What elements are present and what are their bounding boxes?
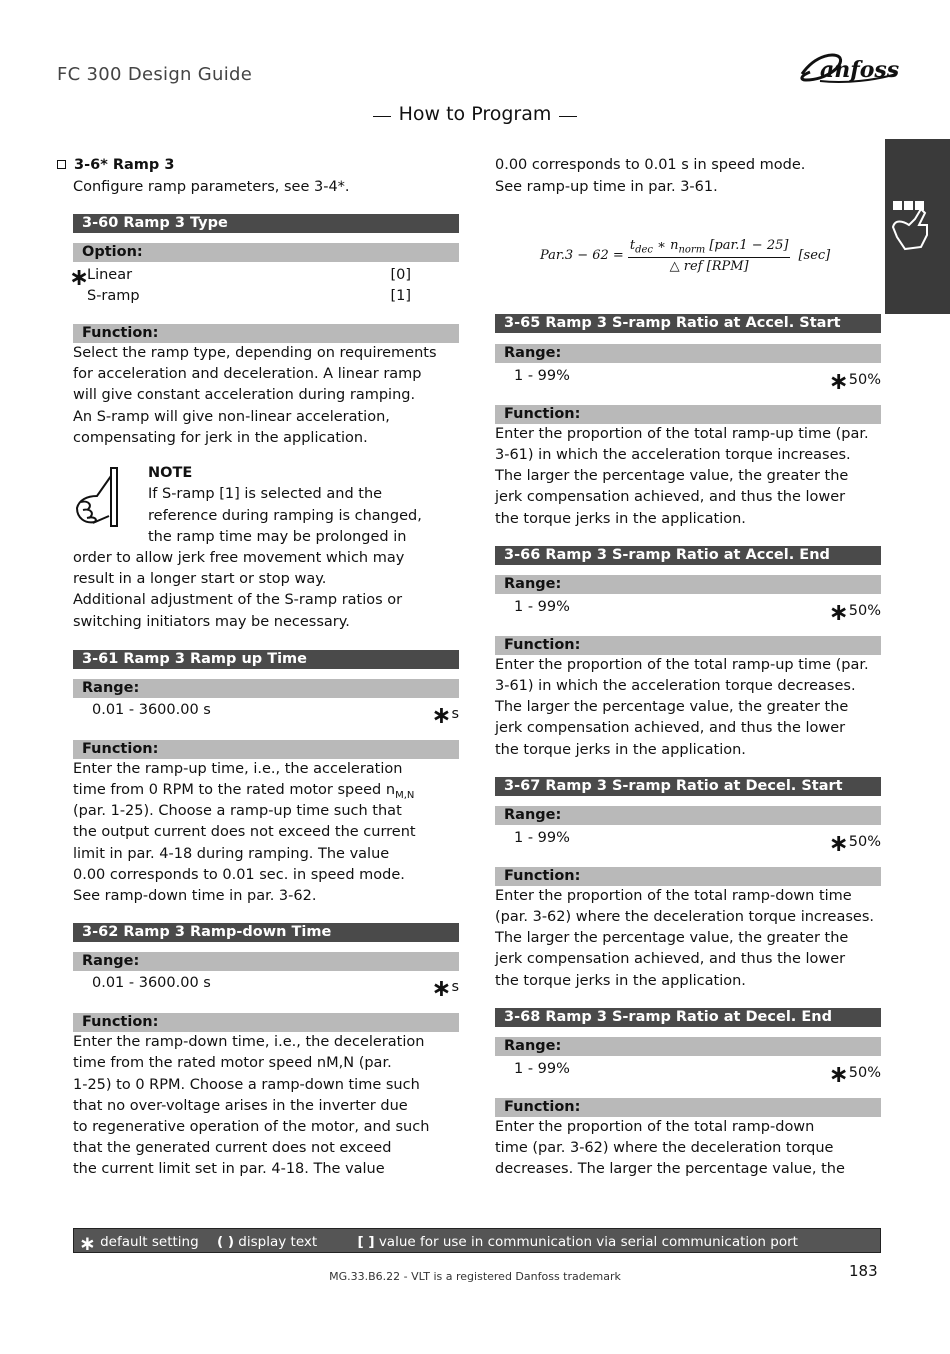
text-line: for acceleration and deceleration. A linear ramp [73, 366, 422, 382]
param-3-62-range-label: Range: [73, 952, 459, 971]
param-3-66-function-label: Function: [495, 636, 881, 655]
text-line: Select the ramp type, depending on requirements [73, 345, 437, 361]
text-line: See ramp-up time in par. 3-61. [495, 179, 718, 195]
legend-bar [73, 1228, 881, 1253]
range-value: 1 - 99% [514, 368, 570, 384]
doc-title: FC 300 Design Guide [57, 64, 253, 85]
ramp-time-formula [540, 238, 830, 274]
text-line: compensating for jerk in the application. [73, 430, 368, 446]
group-heading [57, 155, 459, 176]
group-title: 3-6* Ramp 3 [74, 157, 175, 173]
chapter-dash-left [373, 116, 391, 117]
range-row [73, 700, 459, 729]
param-3-68-title: 3-68 Ramp 3 S-ramp Ratio at Decel. End [495, 1008, 881, 1027]
text-line: See ramp-down time in par. 3-62. [73, 888, 317, 904]
note-title: NOTE [148, 465, 193, 481]
text-line: the torque jerks in the application. [495, 973, 746, 989]
legend-default: default setting [100, 1234, 199, 1250]
option-label: Linear [87, 267, 133, 283]
text-line: An S-ramp will give non-linear acceleration, [73, 409, 390, 425]
page-number: 183 [849, 1262, 878, 1280]
text-line: 0.00 corresponds to 0.01 s in speed mode. [495, 157, 806, 173]
default-value: 50% [848, 1065, 881, 1081]
param-3-61-range-label: Range: [73, 679, 459, 698]
param-3-67-title: 3-67 Ramp 3 S-ramp Ratio at Decel. Start [495, 777, 881, 796]
chapter-title [0, 103, 950, 125]
range-value: 0.01 - 3600.00 s [92, 702, 211, 718]
legend-bracket-symbol: [ ] [357, 1234, 375, 1250]
range-row [495, 1059, 881, 1088]
default-value: s [451, 979, 459, 995]
range-row [495, 366, 881, 395]
option-row [73, 286, 459, 307]
legend-display-text: display text [238, 1234, 318, 1250]
text-line: Enter the proportion of the total ramp-down [495, 1119, 815, 1135]
param-3-65-function-label: Function: [495, 405, 881, 424]
text-line: Enter the proportion of the total ramp-up time (par. [495, 657, 869, 673]
default-star-icon: ∗ [69, 263, 90, 291]
legend-serial-value: value for use in communication via serial communication port [378, 1234, 798, 1250]
default-star-icon: ∗ [431, 701, 452, 729]
default-star-icon: ∗ [828, 367, 849, 395]
text-line: Enter the ramp-down time, i.e., the deceleration [73, 1034, 425, 1050]
param-3-65-title: 3-65 Ramp 3 S-ramp Ratio at Accel. Start [495, 314, 881, 333]
chapter-dash-right [559, 116, 577, 117]
default-value: 50% [848, 834, 881, 850]
range-value: 1 - 99% [514, 599, 570, 615]
formula-denominator: △ ref [RPM] [669, 258, 749, 274]
default-star-icon: ∗ [828, 829, 849, 857]
param-3-65-range-label: Range: [495, 344, 881, 363]
default-value: s [451, 706, 459, 722]
text-line: order to allow jerk free movement which may [73, 550, 405, 566]
range-row [495, 597, 881, 626]
text-line: 0.00 corresponds to 0.01 sec. in speed mode. [73, 867, 405, 883]
text-line: Enter the ramp-up time, i.e., the acceleration [73, 761, 403, 777]
svg-text:anfoss: anfoss [820, 57, 900, 83]
text-line: that no over-voltage arises in the inverter due [73, 1098, 408, 1114]
param-3-67-range-label: Range: [495, 806, 881, 825]
square-bullet-icon [57, 160, 66, 169]
param-3-66-range-label: Range: [495, 575, 881, 594]
default-value: 50% [848, 603, 881, 619]
text-line: Enter the proportion of the total ramp-down time [495, 888, 852, 904]
param-3-61-function-label: Function: [73, 740, 459, 759]
default-star-icon: ∗ [431, 974, 452, 1002]
param-3-62-title: 3-62 Ramp 3 Ramp-down Time [73, 923, 459, 942]
param-3-67-function-label: Function: [495, 867, 881, 886]
formula-numerator: $t_{dec}$ ∗ $n_{norm}$ [par.1 − 25] [629, 238, 789, 256]
default-star-icon: ∗ [828, 1060, 849, 1088]
legend-paren-symbol: ( ) [216, 1234, 234, 1250]
option-label: S-ramp [87, 288, 140, 304]
text-line: to regenerative operation of the motor, and such [73, 1119, 430, 1135]
text-line: The larger the percentage value, the greater the [495, 930, 849, 946]
param-3-60-function-label: Function: [73, 324, 459, 343]
text-line: the ramp time may be prolonged in [148, 529, 407, 545]
param-3-61-title: 3-61 Ramp 3 Ramp up Time [73, 650, 459, 669]
text-line: time from the rated motor speed nM,N (par. [73, 1055, 392, 1071]
param-3-68-range-label: Range: [495, 1037, 881, 1056]
param-3-68-function-label: Function: [495, 1098, 881, 1117]
text-line: Additional adjustment of the S-ramp ratios or [73, 592, 403, 608]
group-description: Configure ramp parameters, see 3-4*. [73, 179, 350, 195]
chapter-label: How to Program [398, 103, 552, 125]
text-line: switching initiators may be necessary. [73, 614, 350, 630]
text-line: time (par. 3-62) where the deceleration torque [495, 1140, 834, 1156]
text-line: limit in par. 4-18 during ramping. The value [73, 846, 390, 862]
option-value: [0] [390, 267, 411, 283]
text-line: If S-ramp [1] is selected and the [148, 486, 383, 502]
param-3-66-title: 3-66 Ramp 3 S-ramp Ratio at Accel. End [495, 546, 881, 565]
text-line: 1-25) to 0 RPM. Choose a ramp-down time such [73, 1077, 420, 1093]
text-line: reference during ramping is changed, [148, 508, 422, 524]
range-value: 1 - 99% [514, 830, 570, 846]
text-line: jerk compensation achieved, and thus the lower [495, 720, 846, 736]
text-line: will give constant acceleration during ramping. [73, 387, 416, 403]
default-value: 50% [848, 372, 881, 388]
text-line: The larger the percentage value, the greater the [495, 468, 849, 484]
hand-pointing-keys-icon [885, 139, 950, 314]
trademark-note: MG.33.B6.22 - VLT is a registered Danfoss trademark [329, 1270, 621, 1283]
chapter-side-tab [885, 139, 950, 314]
option-row [69, 263, 459, 291]
hand-pointing-icon [73, 466, 123, 530]
text-line: jerk compensation achieved, and thus the lower [495, 489, 846, 505]
param-3-62-function-label: Function: [73, 1013, 459, 1032]
danfoss-logo [796, 44, 900, 86]
text-line: Enter the proportion of the total ramp-up time (par. [495, 426, 869, 442]
text-line: the current limit set in par. 4-18. The value [73, 1161, 385, 1177]
range-row [73, 973, 459, 1002]
param-3-60-option-label: Option: [73, 243, 459, 262]
range-value: 0.01 - 3600.00 s [92, 975, 211, 991]
text-line: the torque jerks in the application. [495, 511, 746, 527]
formula-lhs: Par.3 − 62 = [540, 248, 624, 264]
param-3-60-title: 3-60 Ramp 3 Type [73, 214, 459, 233]
option-value: [1] [390, 288, 411, 304]
text-line: jerk compensation achieved, and thus the lower [495, 951, 846, 967]
text-line: (par. 3-62) where the deceleration torque increases. [495, 909, 874, 925]
default-star-icon: ∗ [828, 598, 849, 626]
text-line: the torque jerks in the application. [495, 742, 746, 758]
text-line: result in a longer start or stop way. [73, 571, 327, 587]
text-line: time from 0 RPM to the rated motor speed $n_{M,N}$ [73, 782, 415, 801]
range-value: 1 - 99% [514, 1061, 570, 1077]
default-star-icon: ∗ [79, 1231, 96, 1255]
text-line: 3-61) in which the acceleration torque increases. [495, 447, 851, 463]
text-line: 3-61) in which the acceleration torque decreases. [495, 678, 856, 694]
text-line: the output current does not exceed the current [73, 824, 416, 840]
text-line: The larger the percentage value, the greater the [495, 699, 849, 715]
range-row [495, 828, 881, 857]
text-line: decreases. The larger the percentage value, the [495, 1161, 845, 1177]
text-line: (par. 1-25). Choose a ramp-up time such that [73, 803, 402, 819]
text-line: that the generated current does not exceed [73, 1140, 392, 1156]
formula-unit: [sec] [798, 248, 831, 264]
